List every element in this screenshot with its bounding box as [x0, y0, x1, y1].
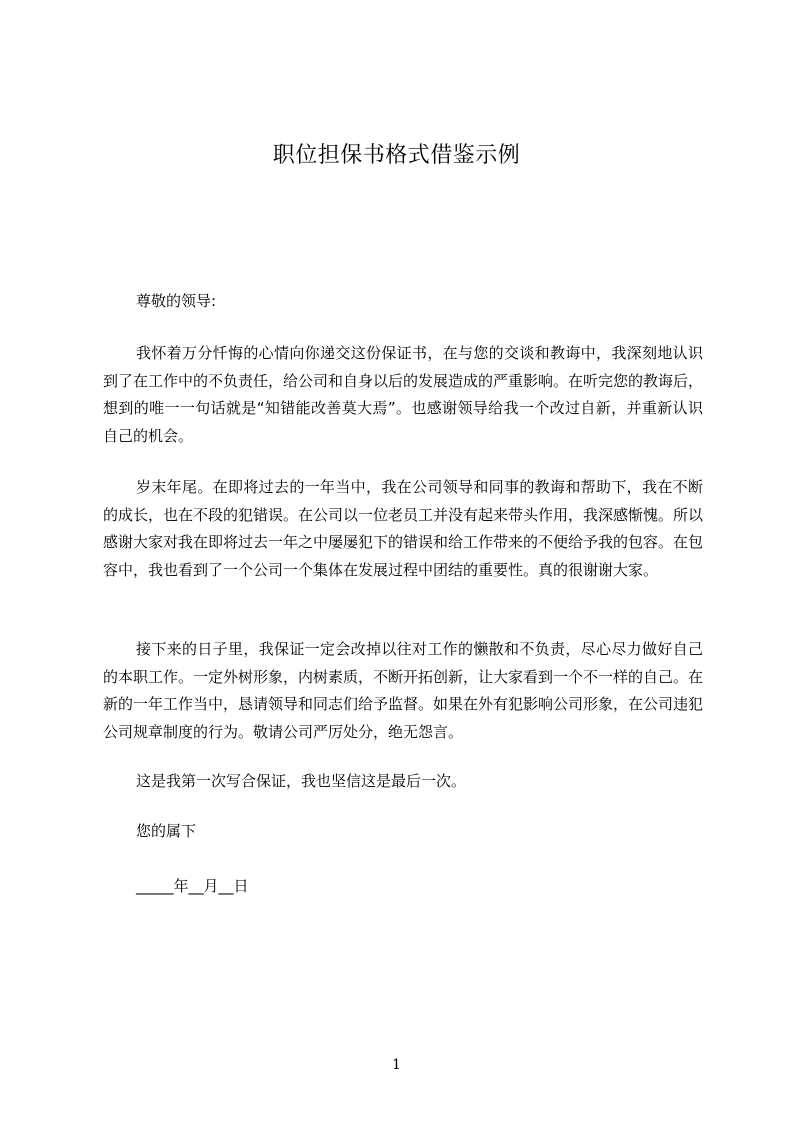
document-title: 职位担保书格式借鉴示例: [272, 143, 521, 168]
paragraph-year-end: 岁末年尾。在即将过去的一年当中，我在公司领导和同事的教诲和帮助下，我在不断的成长，也在不段的犯错误。在公司以一位老员工并没有起来带头作用，我深感惭愧。所以感谢大家对我在即将过去一年之中屡屡犯下的错误和给工作带来的不便给予我的包容。在包容中，我也看到了一个公司一个集体在发展过程中团结的重要性。真的很谢谢大家。: [103, 478, 704, 579]
date-line: _____年__月__日: [136, 877, 249, 895]
paragraph-commitment: 接下来的日子里，我保证一定会改掉以往对工作的懒散和不负责，尽心尽力做好自己的本职工作。一定外树形象，内树素质，不断开拓创新，让大家看到一个不一样的自己。在新的一年工作当中，恳请领导和同志们给予监督。如果在外有犯影响公司形象，在公司违犯公司规章制度的行为。敬请公司严厉处分，绝无怨言。: [103, 640, 704, 741]
paragraph-first-time: 这是我第一次写合保证，我也坚信这是最后一次。: [136, 772, 467, 790]
paragraph-apology: 我怀着万分忏悔的心情向你递交这份保证书，在与您的交谈和教诲中，我深刻地认识到了在工作中的不负责任，给公司和自身以后的发展造成的严重影响。在听完您的教诲后，想到的唯一一句话就是“知错能改善莫大焉”。也感谢领导给我一个改过自新，并重新认识自己的机会。: [103, 344, 704, 445]
page-number: 1: [392, 1057, 401, 1073]
salutation: 尊敬的领导:: [136, 292, 217, 310]
closing-signature: 您的属下: [136, 822, 197, 840]
